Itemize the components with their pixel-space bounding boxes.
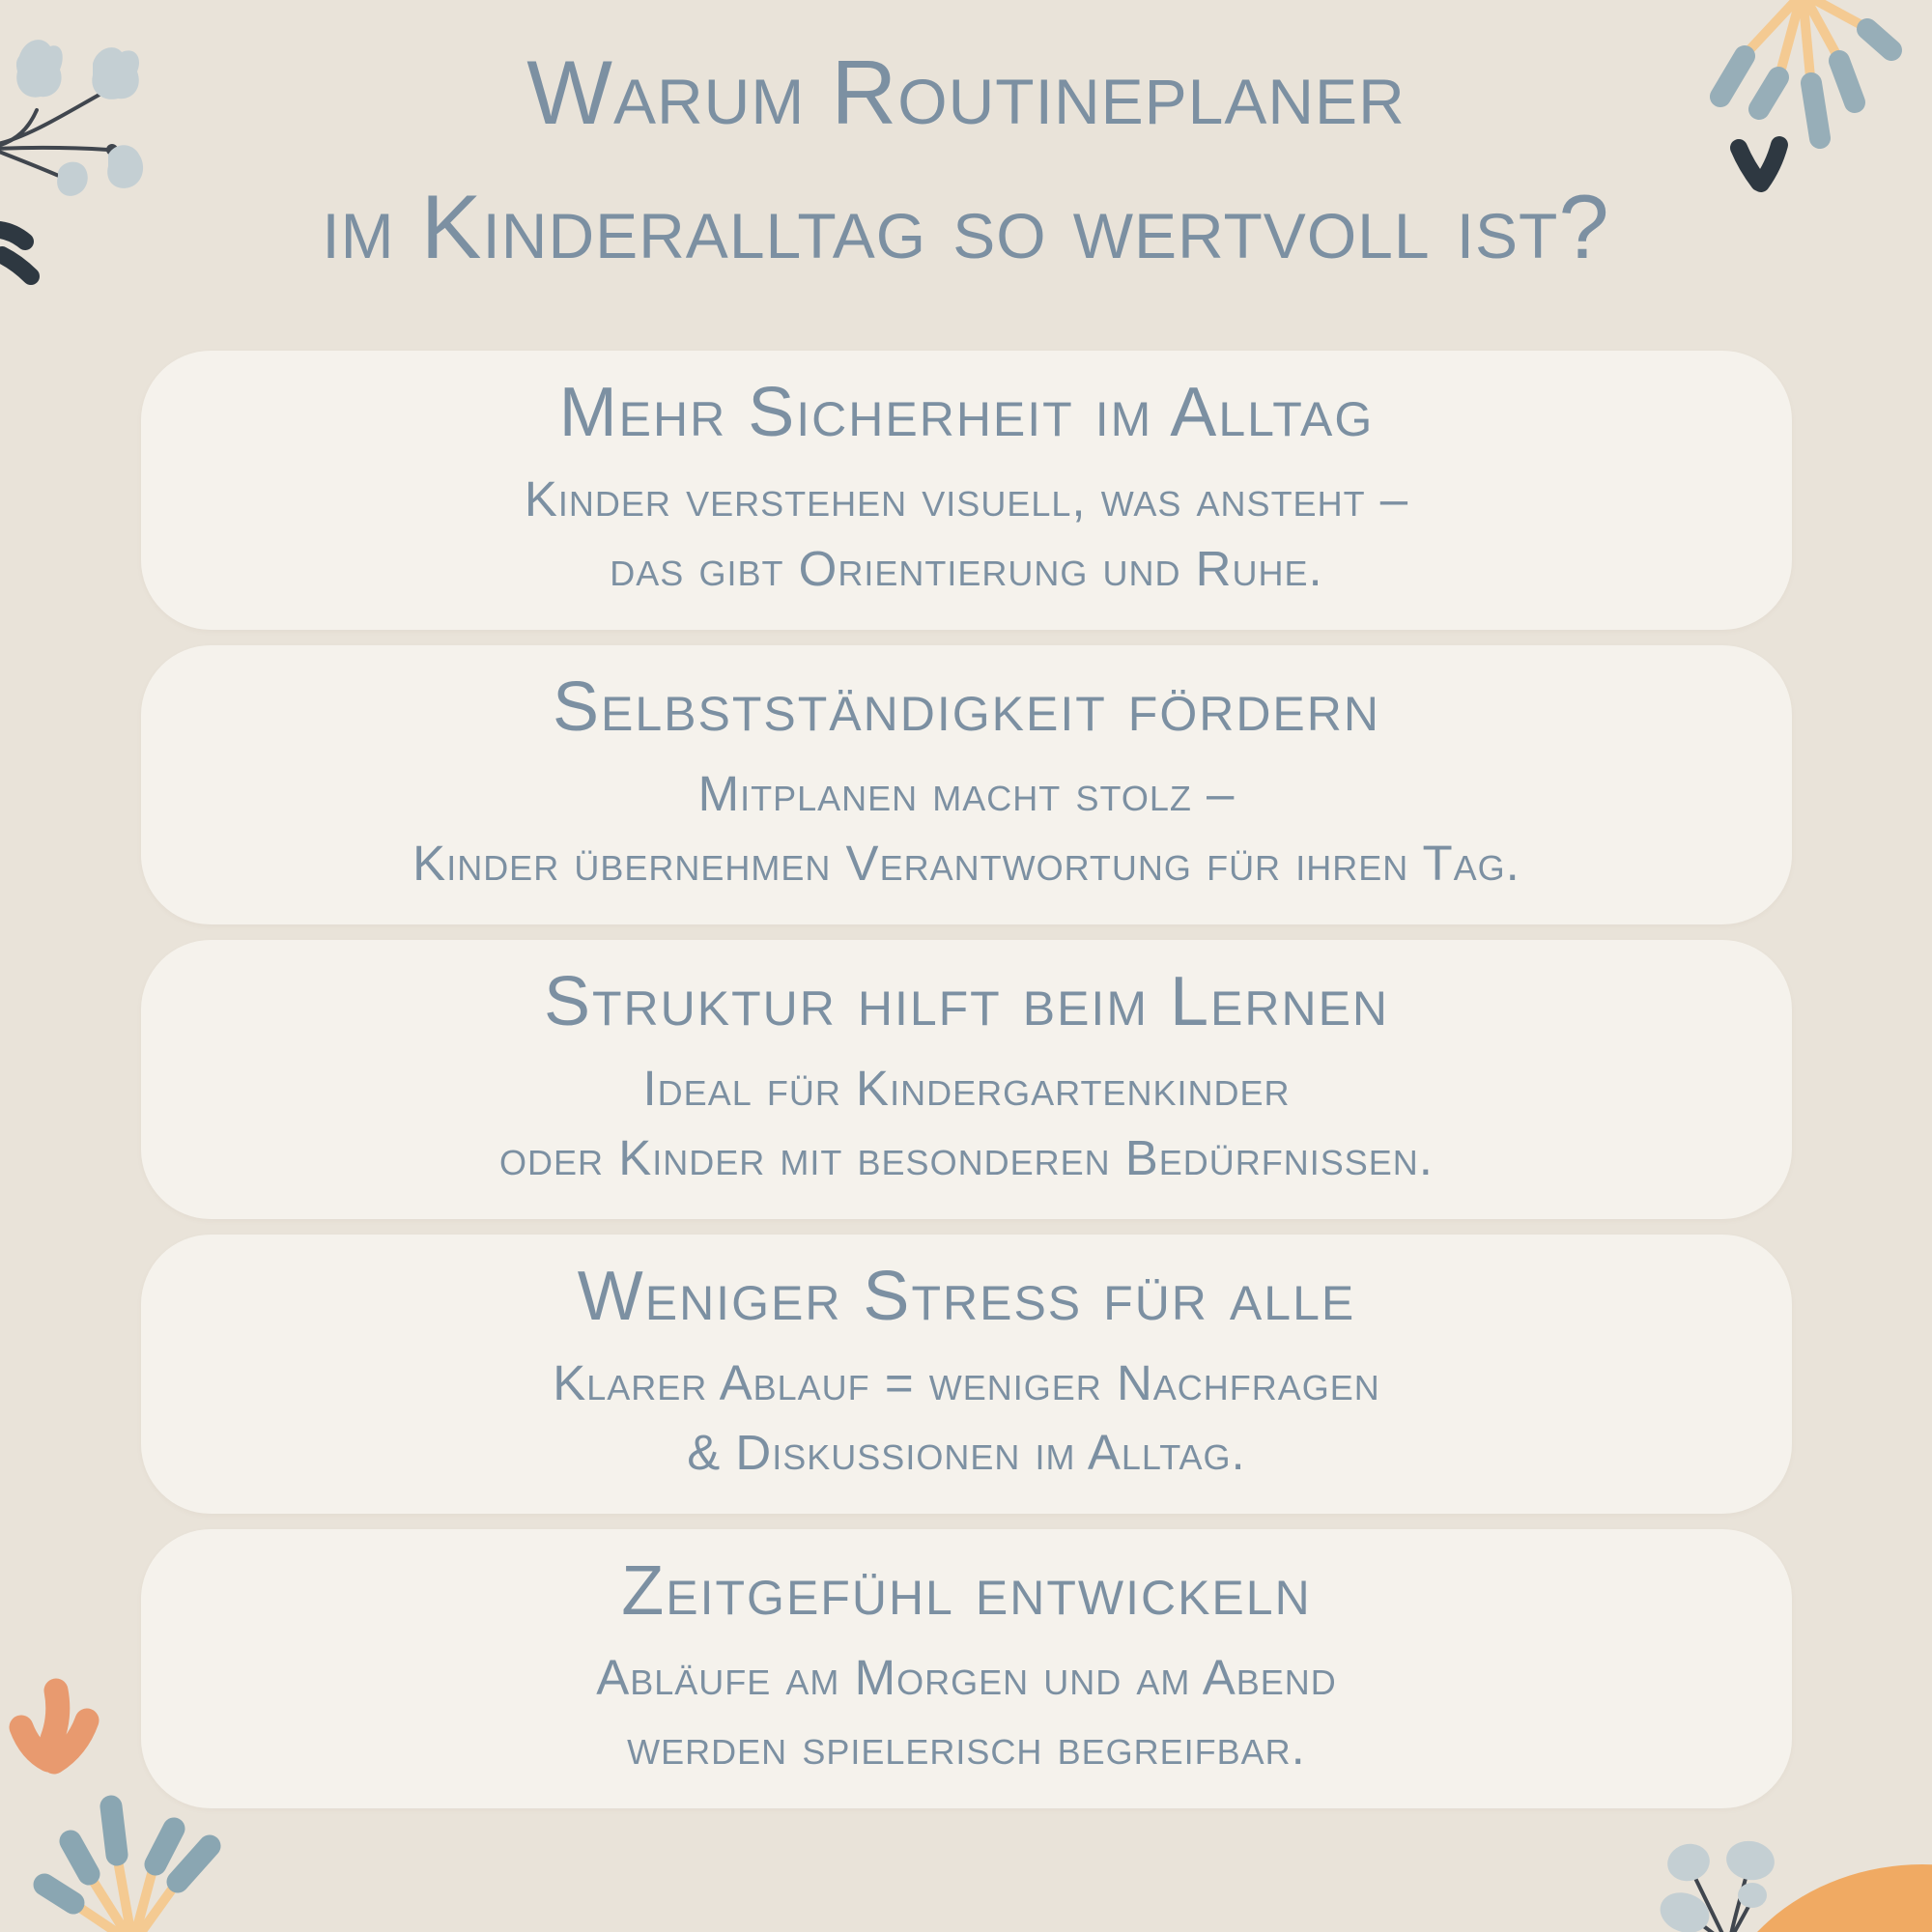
card-line-2: das gibt Orientierung und Ruhe. xyxy=(610,541,1323,597)
page-title xyxy=(0,25,1932,294)
card-line-2: Kinder übernehmen Verantwortung für ihren Tag. xyxy=(412,836,1520,892)
benefit-card-list xyxy=(141,351,1792,1824)
page-title-line-1: Warum Routineplaner xyxy=(526,42,1406,143)
card-heading: Mehr Sicherheit im Alltag xyxy=(558,374,1375,452)
card-line-1: Mitplanen macht stolz – xyxy=(697,765,1236,821)
card-line-1: Abläufe am Morgen und am Abend xyxy=(596,1649,1337,1705)
benefit-card-struktur xyxy=(141,940,1792,1219)
card-line-1: Klarer Ablauf = weniger Nachfragen xyxy=(553,1354,1380,1410)
card-heading: Selbstständigkeit fördern xyxy=(552,668,1381,747)
page-title-line-2: im Kinderalltag so wertvoll ist? xyxy=(322,176,1610,278)
card-line-2: oder Kinder mit besonderen Bedürfnissen. xyxy=(499,1130,1434,1186)
card-heading: Zeitgefühl entwickeln xyxy=(621,1552,1312,1631)
flower-stems-icon xyxy=(1655,1837,1777,1932)
card-line-2: & Diskussionen im Alltag. xyxy=(687,1425,1246,1481)
card-line-2: werden spielerisch begreifbar. xyxy=(627,1719,1306,1776)
card-line-1: Ideal für Kindergartenkinder xyxy=(642,1060,1291,1116)
floral-spray-icon xyxy=(44,1806,210,1932)
benefit-card-selbststaendigkeit xyxy=(141,645,1792,924)
card-heading: Weniger Stress für alle xyxy=(577,1258,1356,1336)
benefit-card-zeitgefuehl xyxy=(141,1529,1792,1808)
card-line-1: Kinder verstehen visuell, was ansteht – xyxy=(524,470,1409,526)
card-heading: Struktur hilft beim Lernen xyxy=(543,963,1390,1041)
orange-arrow-icon xyxy=(21,1690,87,1762)
benefit-card-stress xyxy=(141,1235,1792,1514)
benefit-card-sicherheit xyxy=(141,351,1792,630)
